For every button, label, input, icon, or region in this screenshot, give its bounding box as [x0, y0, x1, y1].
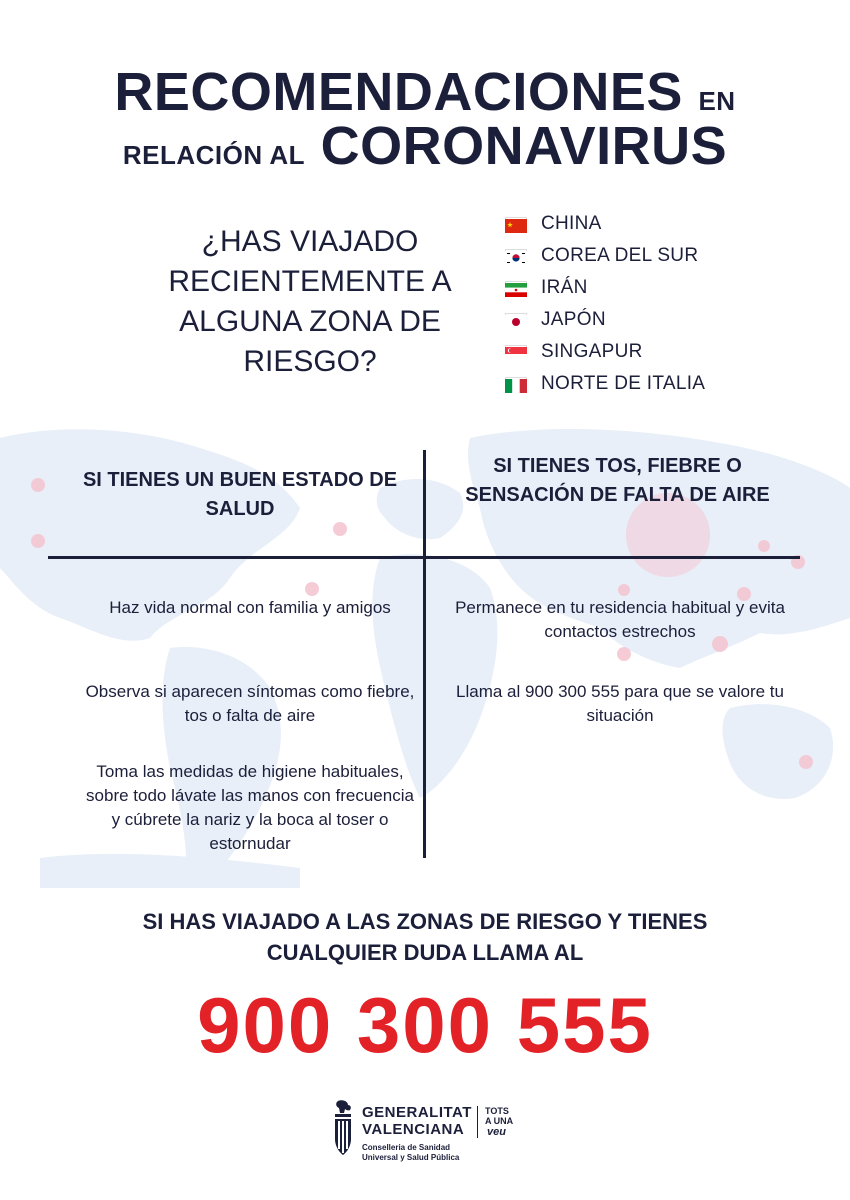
country-item: [505, 272, 705, 304]
heading-symptoms: SI TIENES TOS, FIEBRE O SENSACIÓN DE FALTA DE AIRE: [465, 455, 770, 506]
country-name: SINGAPUR: [541, 341, 643, 362]
department-name: [362, 1143, 459, 1163]
country-list: [505, 208, 705, 400]
footer-separator: [477, 1106, 478, 1138]
call-message: [0, 906, 850, 968]
country-item: [505, 208, 705, 240]
generalitat-coat-of-arms-icon: [330, 1093, 356, 1165]
country-item: [505, 336, 705, 368]
south-korea-flag-icon: [505, 249, 527, 263]
tip-call-number: Llama al 900 300 555 para que se valore tu situación: [456, 682, 784, 725]
department-line-2: Universal y Salud Pública: [362, 1153, 460, 1162]
tip-hygiene: Toma las medidas de higiene habituales, sobre todo lávate las manos con frecuencia y cúbrete la nariz y la boca al toser o estornudar: [86, 762, 414, 853]
call-message-line-2: CUALQUIER DUDA LLAMA AL: [266, 940, 584, 965]
title-coronavirus: CORONAVIRUS: [320, 116, 728, 176]
country-item: [505, 368, 705, 400]
country-name: CHINA: [541, 213, 602, 234]
title-en: EN: [698, 86, 736, 116]
title-line-2: [0, 116, 850, 185]
slogan-line-3: veu: [487, 1126, 506, 1138]
tip-normal-life: Haz vida normal con familia y amigos: [109, 598, 391, 617]
department-line-1: Conselleria de Sanidad: [362, 1143, 451, 1152]
country-name: IRÁN: [541, 277, 588, 298]
iran-flag-icon: [505, 281, 527, 295]
slogan-line-1: TOTS: [485, 1106, 509, 1116]
org-name-line-2: VALENCIANA: [362, 1121, 465, 1138]
tip-stay-home: Permanece en tu residencia habitual y evita contactos estrechos: [455, 598, 785, 641]
china-flag-icon: [505, 217, 527, 231]
country-name: NORTE DE ITALIA: [541, 373, 706, 394]
slogan: [485, 1106, 513, 1126]
country-item: [505, 240, 705, 272]
tip-watch-symptoms: Observa si aparecen síntomas como fiebre, tos o falta de aire: [85, 682, 415, 725]
singapore-flag-icon: [505, 345, 527, 359]
country-name: JAPÓN: [541, 309, 606, 330]
call-message-line-1: SI HAS VIAJADO A LAS ZONAS DE RIESGO Y TIENES: [142, 909, 708, 934]
italy-flag-icon: [505, 377, 527, 391]
org-name-line-1: GENERALITAT: [362, 1104, 472, 1121]
vertical-divider: [423, 450, 426, 858]
slogan-line-2: A UNA: [485, 1116, 514, 1126]
heading-good-health: SI TIENES UN BUEN ESTADO DE SALUD: [82, 469, 398, 520]
country-item: [505, 304, 705, 336]
title-recomendaciones: RECOMENDACIONES: [114, 62, 683, 122]
title-relacion-al: RELACIÓN AL: [122, 140, 306, 170]
japan-flag-icon: [505, 313, 527, 327]
phone-number[interactable]: 900 300 555: [197, 981, 653, 1069]
country-name: COREA DEL SUR: [541, 245, 699, 266]
travel-question: ¿HAS VIAJADO RECIENTEMENTE A ALGUNA ZONA DE RIESGO?: [168, 225, 452, 378]
